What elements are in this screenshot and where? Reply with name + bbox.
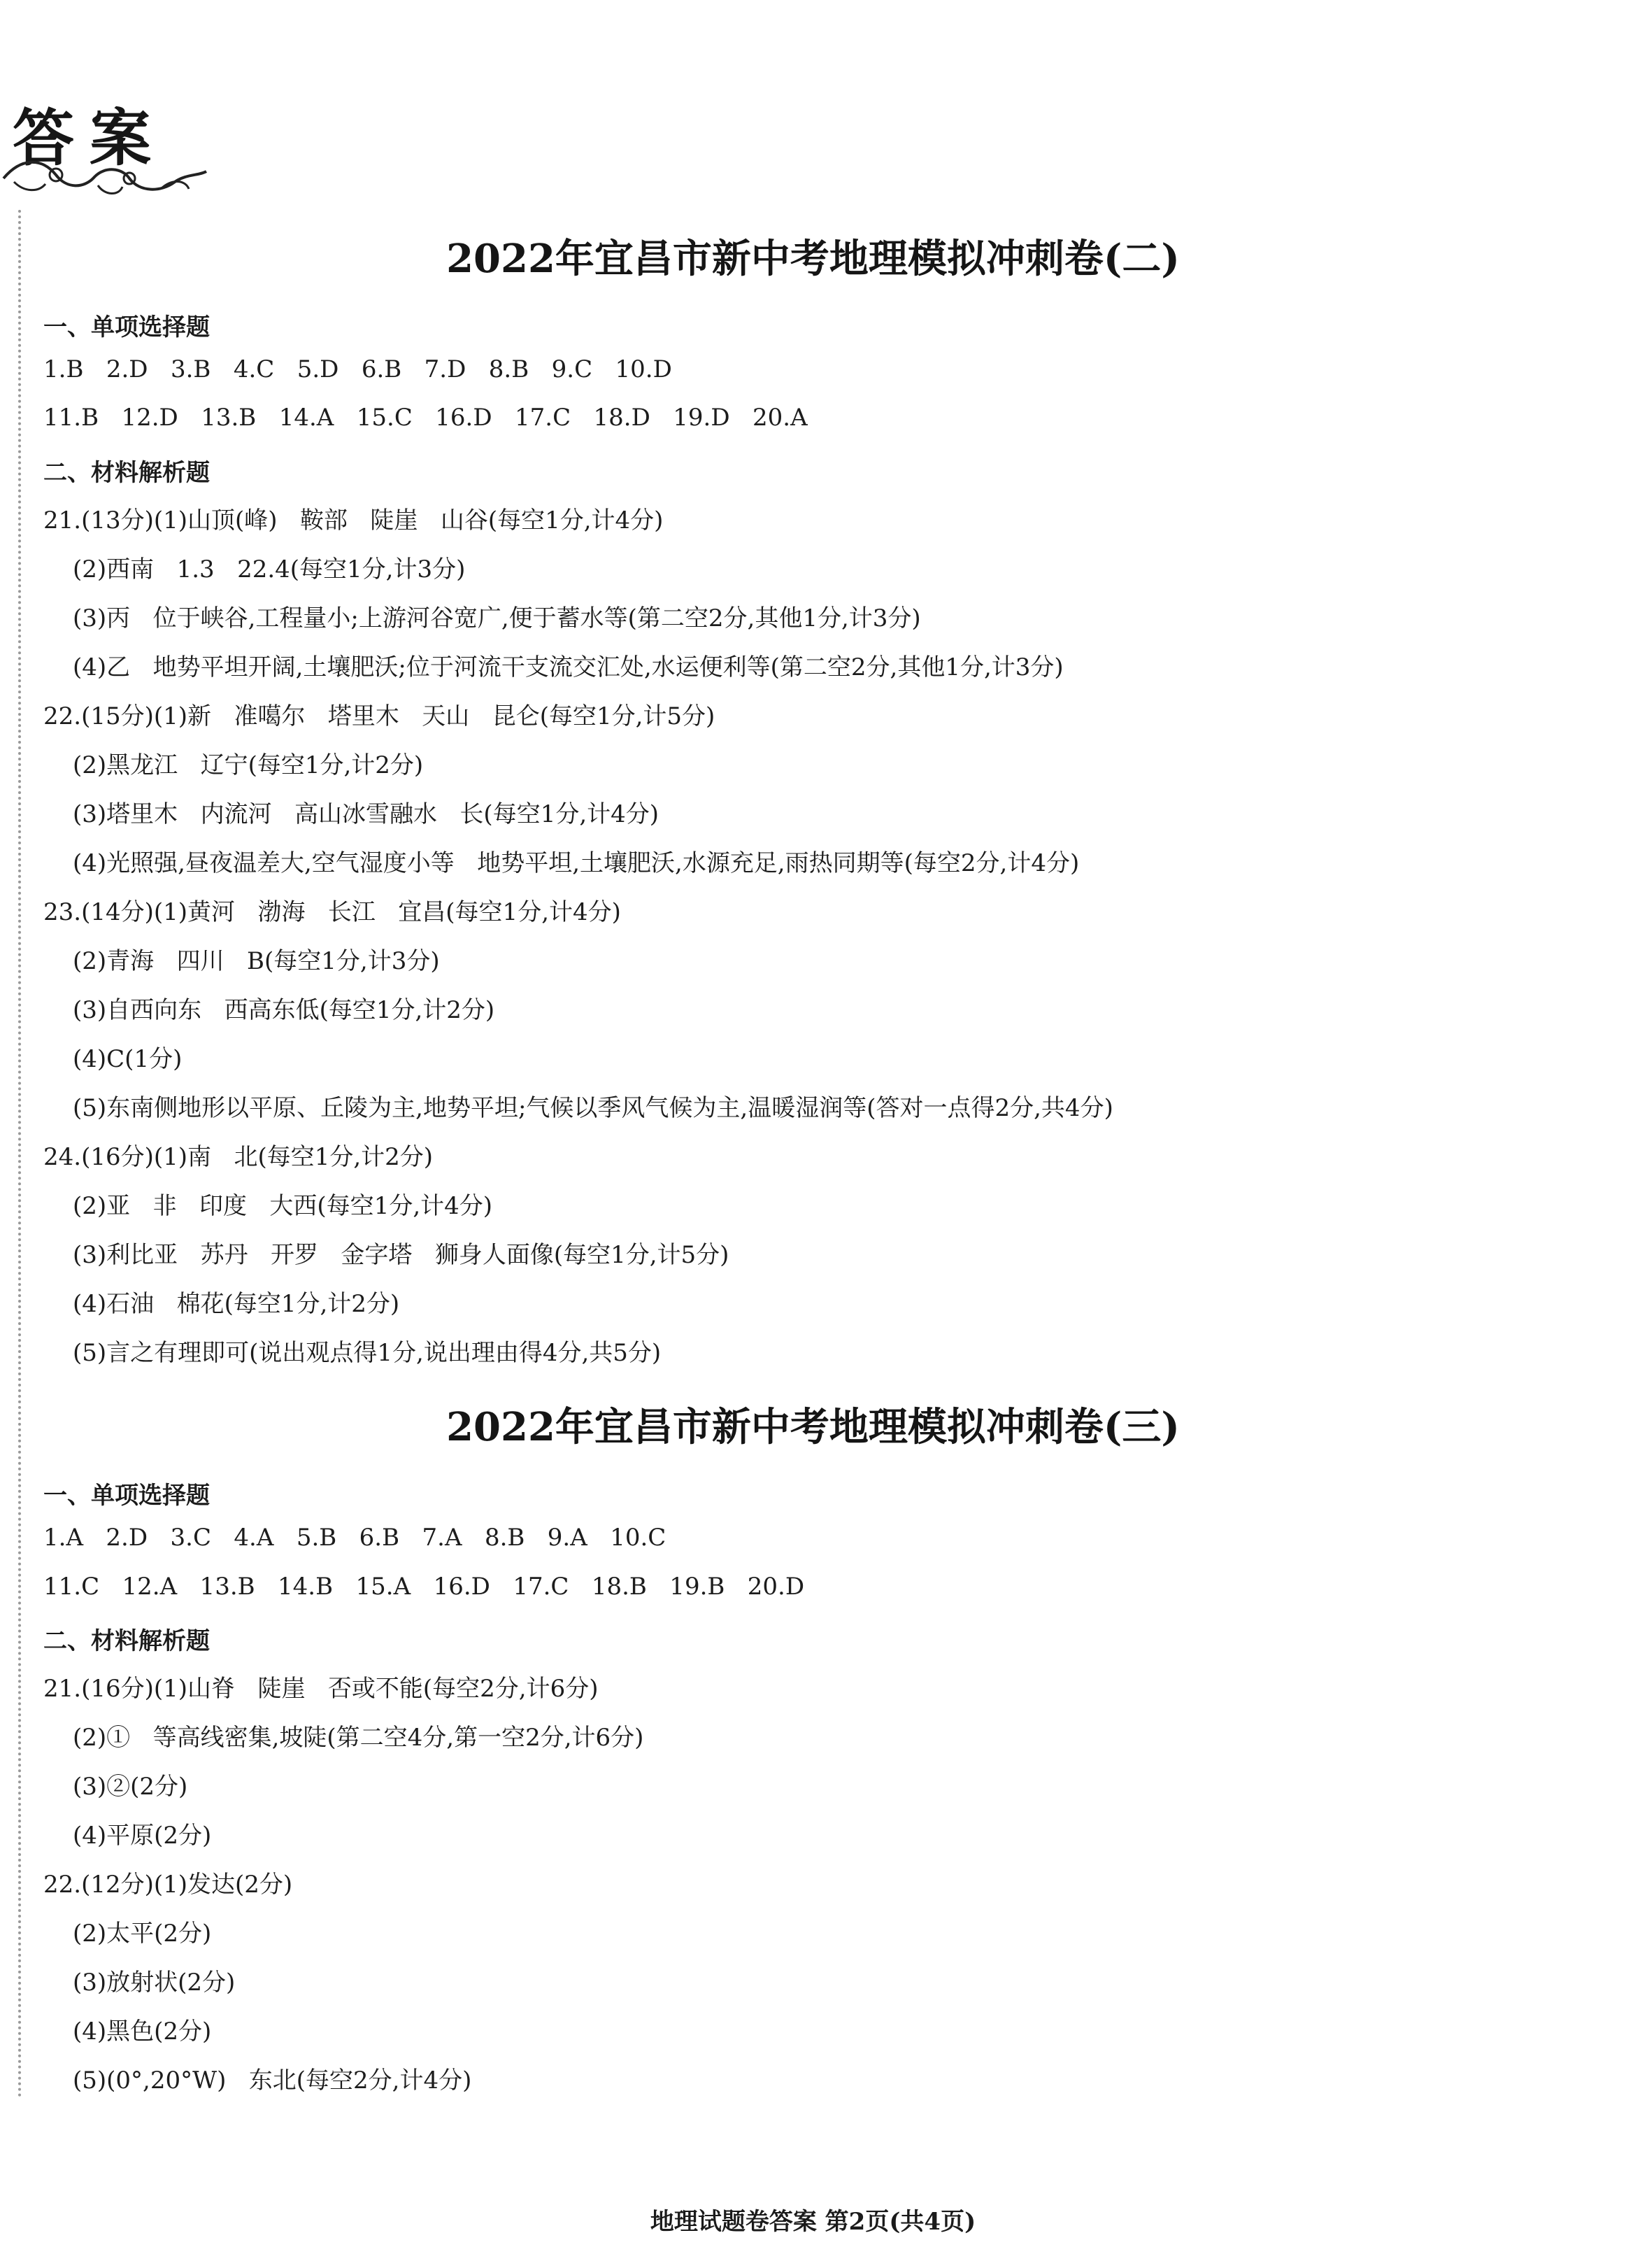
answer-line: 24.(16分)(1)南 北(每空1分,计2分) <box>43 1143 434 1171</box>
page-footer: 地理试题卷答案 第2页(共4页) <box>650 2208 976 2236</box>
section2-heading-analysis: 二、材料解析题 <box>43 459 210 487</box>
binding-margin-dotted-line <box>18 210 21 2099</box>
answer-line: (5)言之有理即可(说出观点得1分,说出理由得4分,共5分) <box>73 1339 662 1367</box>
answer-line: 21.(13分)(1)山顶(峰) 鞍部 陡崖 山谷(每空1分,计4分) <box>43 506 664 534</box>
answer-line: (4)平原(2分) <box>73 1822 212 1850</box>
answer-header-title: 答案 <box>13 102 167 174</box>
answer-line: (2)太平(2分) <box>73 1920 212 1948</box>
section3-mc-answers-1: 1.A 2.D 3.C 4.A 5.B 6.B 7.A 8.B 9.A 10.C <box>43 1524 666 1552</box>
section-title-2: 2022年宜昌市新中考地理模拟冲刺卷(二) <box>446 236 1180 282</box>
section3-heading-analysis: 二、材料解析题 <box>43 1627 210 1655</box>
answer-line: (4)石油 棉花(每空1分,计2分) <box>73 1290 400 1318</box>
section2-mc-answers-1: 1.B 2.D 3.B 4.C 5.D 6.B 7.D 8.B 9.C 10.D <box>43 355 672 383</box>
answer-line: (3)②(2分) <box>73 1773 188 1801</box>
answer-line: (2)青海 四川 B(每空1分,计3分) <box>73 947 440 975</box>
answer-line: 23.(14分)(1)黄河 渤海 长江 宜昌(每空1分,计4分) <box>43 898 621 926</box>
answer-line: (2)西南 1.3 22.4(每空1分,计3分) <box>73 555 466 583</box>
answer-line: (5)东南侧地形以平原、丘陵为主,地势平坦;气候以季风气候为主,温暖湿润等(答对一点得2分,共4分) <box>73 1094 1113 1122</box>
answer-line: (3)自西向东 西高东低(每空1分,计2分) <box>73 996 495 1024</box>
answer-line: (2)① 等高线密集,坡陡(第二空4分,第一空2分,计6分) <box>73 1724 644 1752</box>
section3-heading-choice: 一、单项选择题 <box>43 1482 210 1510</box>
answer-line: (4)黑色(2分) <box>73 2018 212 2046</box>
answer-line: 21.(16分)(1)山脊 陡崖 否或不能(每空2分,计6分) <box>43 1675 599 1703</box>
section3-mc-answers-2: 11.C 12.A 13.B 14.B 15.A 16.D 17.C 18.B 19.B 20.D <box>43 1573 805 1601</box>
answer-line: (2)亚 非 印度 大西(每空1分,计4分) <box>73 1192 493 1220</box>
answer-line: (5)(0°,20°W) 东北(每空2分,计4分) <box>73 2067 472 2095</box>
section2-heading-choice: 一、单项选择题 <box>43 313 210 341</box>
answer-line: (4)乙 地势平坦开阔,土壤肥沃;位于河流干支流交汇处,水运便利等(第二空2分,其他1分,计3分) <box>73 653 1064 681</box>
answer-line: (3)塔里木 内流河 高山冰雪融水 长(每空1分,计4分) <box>73 800 659 828</box>
answer-line: (3)利比亚 苏丹 开罗 金字塔 狮身人面像(每空1分,计5分) <box>73 1241 729 1269</box>
section-title-3: 2022年宜昌市新中考地理模拟冲刺卷(三) <box>446 1404 1180 1450</box>
answer-line: 22.(12分)(1)发达(2分) <box>43 1871 293 1899</box>
answer-line: (3)放射状(2分) <box>73 1969 236 1997</box>
answer-line: (4)光照强,昼夜温差大,空气湿度小等 地势平坦,土壤肥沃,水源充足,雨热同期等(每空2分,计4分) <box>73 849 1080 877</box>
answer-line: (4)C(1分) <box>73 1045 183 1073</box>
answer-line: 22.(15分)(1)新 准噶尔 塔里木 天山 昆仑(每空1分,计5分) <box>43 702 715 730</box>
ornament-flourish-icon <box>0 150 210 199</box>
section2-mc-answers-2: 11.B 12.D 13.B 14.A 15.C 16.D 17.C 18.D 19.D 20.A <box>43 404 808 432</box>
answer-line: (3)丙 位于峡谷,工程量小;上游河谷宽广,便于蓄水等(第二空2分,其他1分,计3分) <box>73 604 921 632</box>
answer-line: (2)黑龙江 辽宁(每空1分,计2分) <box>73 751 424 779</box>
